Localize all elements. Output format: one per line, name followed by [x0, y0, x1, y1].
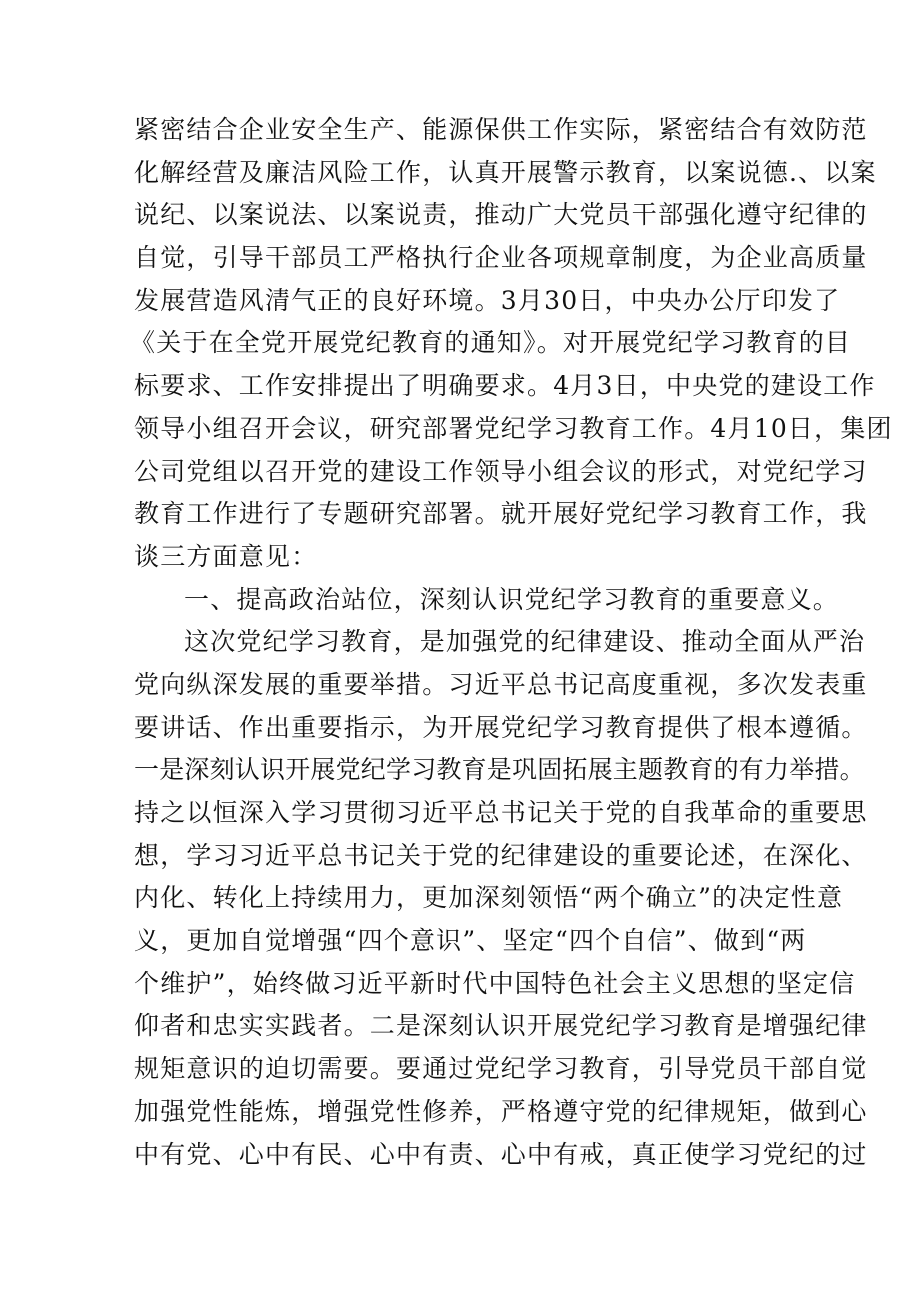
text-line: 谈三方面意见：: [134, 541, 318, 571]
text-line: 持之以恒深入学习贯彻习近平总书记关于党的自我革命的重要思: [134, 798, 868, 827]
text-line: 个维护”，始终做习近平新时代中国特色社会主义思想的坚定信: [134, 968, 856, 998]
text-line: 发展营造风清气正的良好环境。3月30日，中央办公厅印发了: [134, 285, 841, 315]
section-heading: 一、提高政治站位，深刻认识党纪学习教育的重要意义。: [184, 584, 840, 614]
text-line: 加强党性能炼，增强党性修养，严格遵守党的纪律规矩，做到心: [134, 1096, 868, 1126]
body-text: [130, 109, 893, 1176]
text-line: 中有党、心中有民、心中有责、心中有戒，真正使学习党纪的过: [134, 1139, 868, 1169]
text-line: 仰者和忠实实践者。二是深刻认识开展党纪学习教育是增强纪律: [134, 1011, 868, 1041]
text-line: 教育工作进行了专题研究部署。就开展好党纪学习教育工作，我: [134, 499, 868, 529]
text-line: 说纪、以案说法、以案说责，推动广大党员干部强化遵守纪律的: [134, 200, 868, 230]
text-line: 标要求、工作安排提出了明确要求。4月3日，中央党的建设工作: [134, 371, 876, 401]
text-line: 内化、转化上持续用力，更加深刻领悟“两个确立”的决定性意: [134, 883, 844, 913]
text-line: 领导小组召开会议，研究部署党纪学习教育工作。4月10日，集团: [134, 413, 893, 443]
text-line: 规矩意识的迫切需要。要通过党纪学习教育，引导党员干部自觉: [134, 1054, 868, 1084]
text-line: 化解经营及廉洁风险工作，认真开展警示教育，以案说德.、以案: [134, 157, 877, 187]
text-line: 一是深刻认识开展党纪学习教育是巩固拓展主题教育的有力举措。: [134, 755, 865, 785]
text-line: 紧密结合企业安全生产、能源保供工作实际，紧密结合有效防范: [134, 115, 868, 144]
text-line: 想，学习习近平总书记关于党的纪律建设的重要论述，在深化、: [134, 840, 868, 870]
text-line: 党向纵深发展的重要举措。习近平总书记高度重视，多次发表重: [134, 669, 868, 699]
text-line: 这次党纪学习教育，是加强党的纪律建设、推动全面从严治: [184, 627, 866, 657]
text-line: 自觉，引导干部员工严格执行企业各项规章制度，为企业高质量: [134, 243, 868, 273]
text-line: 义，更加自觉增强“四个意识”、坚定“四个自信”、做到“两: [134, 926, 807, 956]
text-line: 《关于在全党开展党纪教育的通知》。对开展党纪学习教育的目: [130, 328, 852, 358]
text-line: 要讲话、作出重要指示，为开展党纪学习教育提供了根本遵循。: [134, 712, 868, 742]
text-line: 公司党组以召开党的建设工作领导小组会议的形式，对党纪学习: [134, 456, 868, 486]
